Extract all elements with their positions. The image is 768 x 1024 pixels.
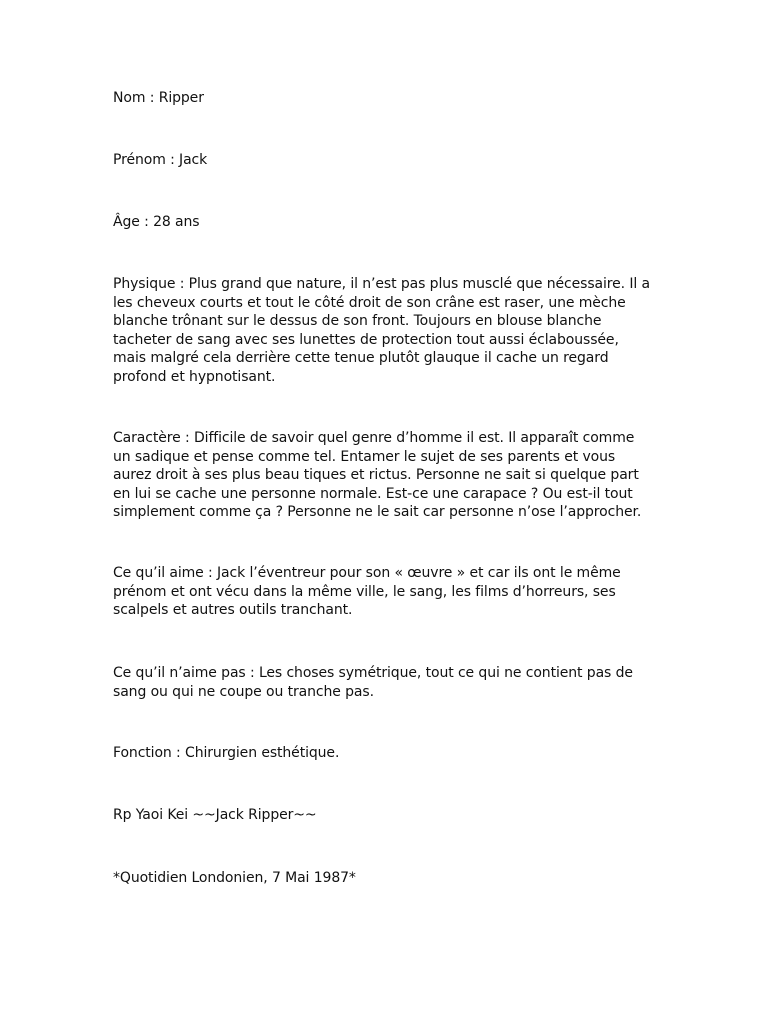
field-naime-pas: Ce qu’il n’aime pas : Les choses symétrique, tout ce qui ne contient pas de sang ou qui ne coupe ou tranche pas. [113,665,633,700]
field-physique: Physique : Plus grand que nature, il n’est pas plus musclé que nécessaire. Il a les cheveux courts et tout le côté droit de son crâne est raser, une mèche blanche trônant sur le dessus de son front. Toujours en blouse blanche tacheter de sang avec ses lunettes de protection tout aussi éclaboussée, mais malgré cela derrière cette tenue plutôt glauque il cache un regard profond et hypnotisant. [113,276,651,385]
field-nom: Nom : Ripper [113,90,204,106]
newspaper-heading: *Quotidien Londonien, 7 Mai 1987* [113,870,356,886]
field-age: Âge : 28 ans [113,214,200,230]
rp-title: Rp Yaoi Kei ~~Jack Ripper~~ [113,807,317,823]
field-fonction: Fonction : Chirurgien esthétique. [113,745,340,761]
field-caractere: Caractère : Difficile de savoir quel genre d’homme il est. Il apparaît comme un sadique et pense comme tel. Entamer le sujet de ses parents et vous aurez droit à ses plus beau tiques et rictus. Personne ne sait si quelque part en lui se cache une personne normale. Est-ce une carapace ? Ou est-il tout simplement comme ça ? Personne ne le sait car personne n’ose l’approcher. [113,430,642,520]
field-aime: Ce qu’il aime : Jack l’éventreur pour son « œuvre » et car ils ont le même prénom et ont vécu dans la même ville, le sang, les films d’horreurs, ses scalpels et autres outils tranchant. [113,565,621,618]
field-prenom: Prénom : Jack [113,152,208,168]
